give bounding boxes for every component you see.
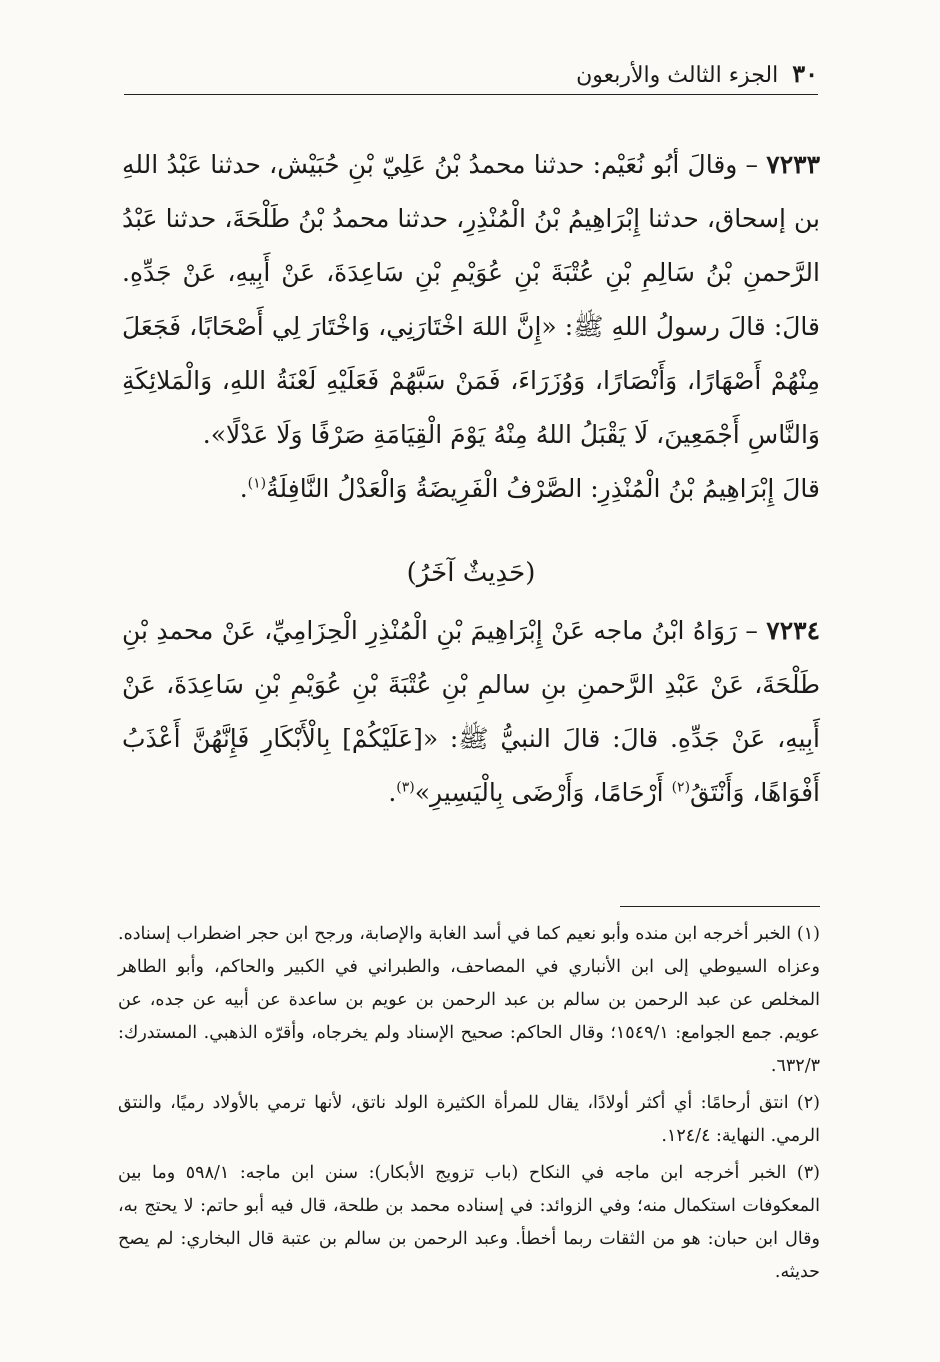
- hadith-number: ٧٢٣٤: [766, 616, 820, 645]
- hadith-7233: [122, 138, 820, 462]
- part-title: الجزء الثالث والأربعون: [576, 63, 779, 88]
- footnote-1: (١) الخبر أخرجه ابن منده وأبو نعيم كما في أسد الغابة والإصابة، ورجح ابن حجر اضطراب إسناده. وعزاه السيوطي إلى ابن الأنباري في المصاحف، والطبراني في الكبير والحاكم، وأبو الطاهر المخلص عن عبد الرحمن بن سالم بن عبد الرحمن بن عويم بن ساعدة عن أبيه عن جده، عن عويم. جمع الجوامع: ١٥٤٩/١؛ وقال الحاكم: صحيح الإسناد ولم يخرجاه، وأقرّه الذهبي. المستدرك: ٦٣٢/٣.: [118, 924, 820, 1076]
- section-title: (حَدِيثٌ آخَرُ): [406, 558, 536, 588]
- hadith-7234: ٧٢٣٤ – رَوَاهُ ابْنُ ماجه عَنْ إِبْرَاهِيمَ بْنِ الْمُنْذِرِ الْحِزَامِيِّ، عَنْ محمدِ بْنِ طَلْحَةَ، عَنْ عَبْدِ الرَّحمنِ بنِ سالمِ بْنِ عُتْبَةَ بْنِ عُوَيْمِ بْنِ سَاعِدَةَ، عَنْ أَبِيهِ، عَنْ جَدِّهِ. قالَ: قالَ النبيُّ ﷺ: «[عَلَيْكُمْ] بِالْأَبْكَارِ فَإِنَّهُنَّ أَعْذَبُ أَفْوَاهًا، وَأَنْتَقُ$^{(٢)}$ أَرْحَامًا، وَأَرْضَى بِالْيَسِيرِ»$^{(٣)}$.: [122, 616, 820, 807]
- hadith-number: ٧٢٣٣: [766, 150, 820, 179]
- footnote-3: (٣) الخبر أخرجه ابن ماجه في النكاح (باب تزويج الأبكار): سنن ابن ماجه: ٥٩٨/١ وما بين المعكوفات استكمال منه؛ وفي الزوائد: في إسناده محمد بن طلحة، قال فيه أبو حاتم: لا يحتج به، وقال ابن حبان: هو من الثقات ربما أخطأ. وعبد الرحمن بن سالم بن عتبة قال البخاري: لم يصح حديثه.: [118, 1163, 820, 1282]
- main-text: [122, 138, 820, 820]
- footnote-ref[interactable]: (٣): [396, 779, 415, 796]
- footnotes: [118, 918, 820, 1293]
- hadith-text: – وقالَ أبُو نُعَيْم: حدثنا محمدُ بْنُ عَلِيّ بْنِ حُبَيْش، حدثنا عَبْدُ اللهِ بن إسحاق، حدثنا إِبْرَاهِيمُ بْنُ الْمُنْذِرِ، حدثنا محمدُ بْنُ طَلْحَةَ، حدثنا عَبْدُ الرَّحمنِ بْنُ سَالِمِ بْنِ عُتْبَةَ بْنِ عُوَيْمِ بْنِ سَاعِدَةَ، عَنْ أَبِيهِ، عَنْ جَدِّهِ. قالَ: قالَ رسولُ اللهِ ﷺ: «إِنَّ اللهَ اخْتَارَنِي، وَاخْتَارَ لِي أَصْحَابًا، فَجَعَلَ مِنْهُمْ أَصْهَارًا، وَأَنْصَارًا، وَوُزَرَاءَ، فَمَنْ سَبَّهُمْ فَعَلَيْهِ لَعْنَةُ اللهِ، وَالْمَلائِكَةِ وَالنَّاسِ أَجْمَعِينَ، لَا يَقْبَلُ اللهُ مِنْهُ يَوْمَ الْقِيَامَةِ صَرْفًا وَلَا عَدْلًا».: [122, 150, 820, 449]
- footnote-2: (٢) انتق أرحامًا: أي أكثر أولادًا، يقال للمرأة الكثيرة الولد ناتق، لأنها ترمي بالأولاد رميًا، والنتق الرمي. النهاية: ١٢٤/٤.: [118, 1093, 820, 1146]
- running-header: [124, 52, 818, 95]
- hadith-text-continued: أَرْحَامًا، وَأَرْضَى بِالْيَسِيرِ»: [414, 778, 664, 807]
- hadith-7233-note: قالَ إِبْرَاهِيمُ بْنُ الْمُنْذِرِ: الصَّرْفُ الْفَرِيضَةُ وَالْعَدْلُ النَّافِلَةُ$^{(١)}$.: [239, 474, 820, 503]
- page-number: ٣٠: [792, 59, 818, 88]
- note-text: قالَ إِبْرَاهِيمُ بْنُ الْمُنْذِرِ: الصَّرْفُ الْفَرِيضَةُ وَالْعَدْلُ النَّافِلَةُ: [266, 474, 820, 503]
- footnote-ref[interactable]: (١): [247, 475, 267, 492]
- footnote-divider: [620, 906, 820, 907]
- hadith-text: – رَوَاهُ ابْنُ ماجه عَنْ إِبْرَاهِيمَ بْنِ الْمُنْذِرِ الْحِزَامِيِّ، عَنْ محمدِ بْنِ طَلْحَةَ، عَنْ عَبْدِ الرَّحمنِ بنِ سالمِ بْنِ عُتْبَةَ بْنِ عُوَيْمِ بْنِ سَاعِدَةَ، عَنْ أَبِيهِ، عَنْ جَدِّهِ. قالَ: قالَ النبيُّ ﷺ: «[عَلَيْكُمْ] بِالْأَبْكَارِ فَإِنَّهُنَّ أَعْذَبُ أَفْوَاهًا، وَأَنْتَقُ: [122, 616, 820, 807]
- footnote-ref[interactable]: (٢): [671, 779, 691, 796]
